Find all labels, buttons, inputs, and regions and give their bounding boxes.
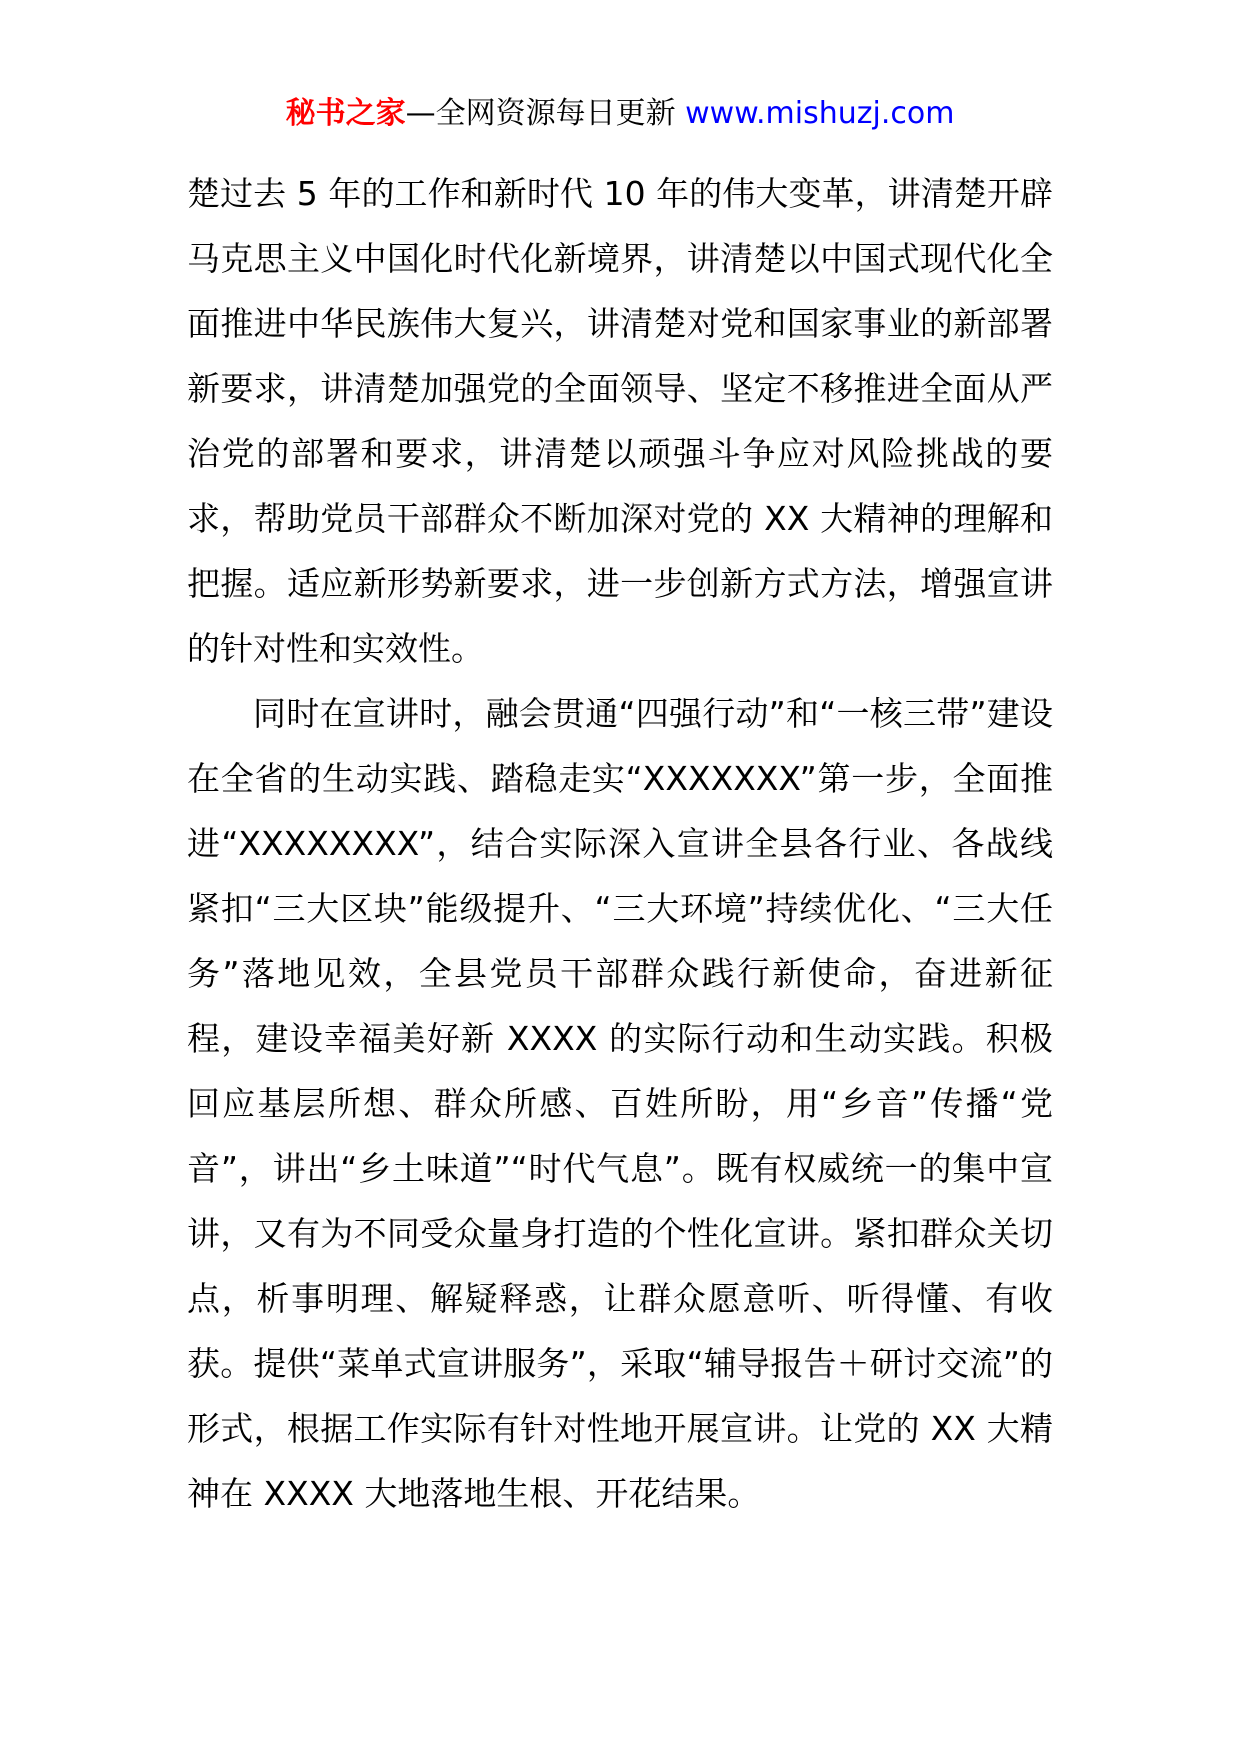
page-header	[0, 94, 1240, 134]
paragraph: 同时在宣讲时，融会贯通“四强行动”和“一核三带”建设在全省的生动实践、踏稳走实“XXXXXXX”第一步，全面推进“XXXXXXXX”，结合实际深入宣讲全县各行业、各战线紧扣“三大区块”能级提升、“三大环境”持续优化、“三大任务”落地见效，全县党员干部群众践行新使命，奋进新征程，建设幸福美好新 XXXX 的实际行动和生动实践。积极回应基层所想、群众所感、百姓所盼，用“乡音”传播“党音”，讲出“乡土味道”“时代气息”。既有权威统一的集中宣讲，又有为不同受众量身打造的个性化宣讲。紧扣群众关切点，析事明理、解疑释惑，让群众愿意听、听得懂、有收获。提供“菜单式宣讲服务”，采取“辅导报告＋研讨交流”的形式，根据工作实际有针对性地开展宣讲。让党的 XX 大精神在 XXXX 大地落地生根、开花结果。	[187, 694, 1053, 1513]
site-tagline: —全网资源每日更新	[405, 96, 676, 131]
site-url[interactable]: www.mishuzj.com	[685, 96, 955, 131]
paragraph-continued: 楚过去 5 年的工作和新时代 10 年的伟大变革，讲清楚开辟马克思主义中国化时代化新境界，讲清楚以中国式现代化全面推进中华民族伟大复兴，讲清楚对党和国家事业的新部署新要求，讲清楚加强党的全面领导、坚定不移推进全面从严治党的部署和要求，讲清楚以顽强斗争应对风险挑战的要求，帮助党员干部群众不断加深对党的 XX 大精神的理解和把握。适应新形势新要求，进一步创新方式方法，增强宣讲的针对性和实效性。	[187, 174, 1053, 668]
site-brand: 秘书之家	[285, 96, 406, 131]
document-body	[187, 161, 1053, 1526]
